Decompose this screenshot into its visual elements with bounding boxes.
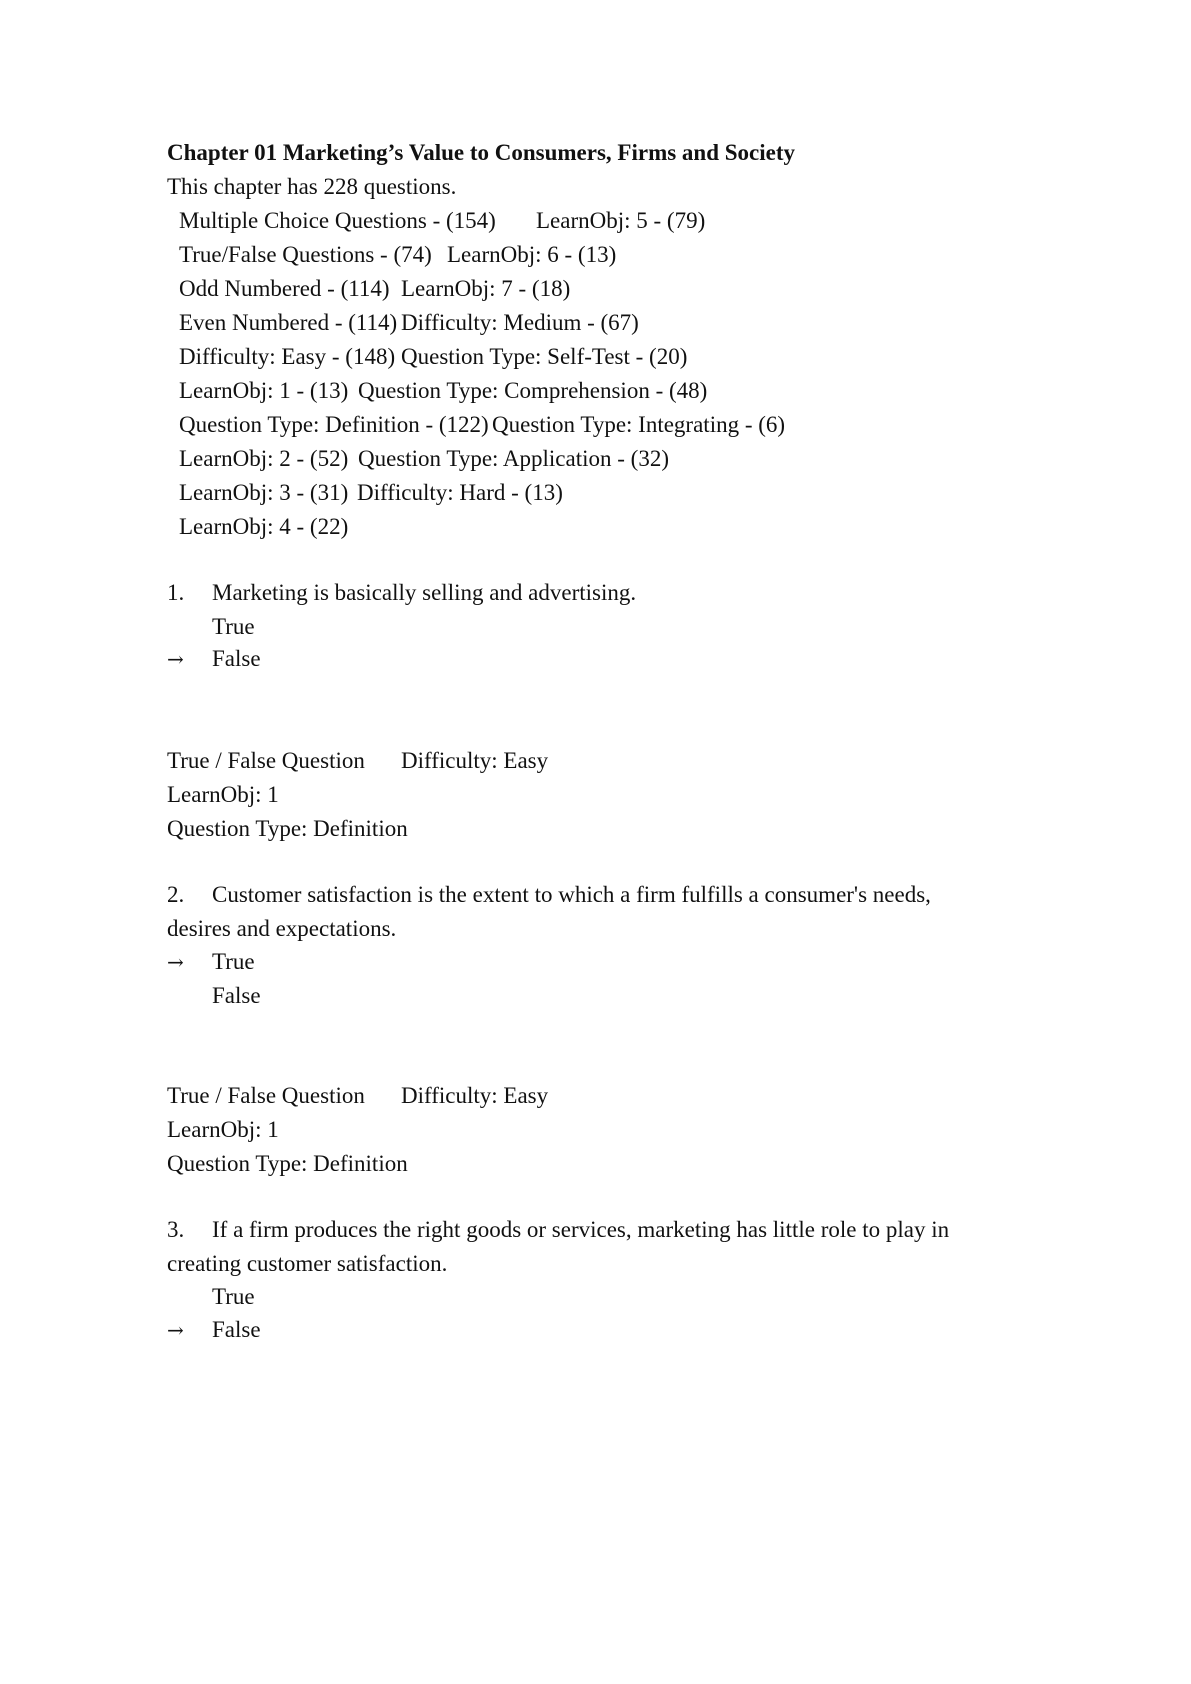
summary-item: LearnObj: 6 - (13) [447,242,617,267]
question-meta-qtype: Question Type: Definition [167,816,408,841]
question-meta-learnobj: LearnObj: 1 [167,782,279,807]
summary-item: Multiple Choice Questions - (154) [179,208,496,233]
summary-item: Question Type: Comprehension - (48) [358,378,708,403]
question-text-continued: creating customer satisfaction. [167,1251,448,1276]
question-meta-difficulty: Difficulty: Easy [401,1083,549,1108]
correct-answer-arrow-icon: → [167,950,184,974]
summary-item: LearnObj: 5 - (79) [536,208,706,233]
question-text: Marketing is basically selling and advertising. [212,580,637,605]
correct-answer-arrow-icon: → [167,647,184,671]
option-false: False [212,1317,261,1342]
summary-item: Odd Numbered - (114) [179,276,390,301]
summary-item: Difficulty: Hard - (13) [357,480,563,505]
summary-item: LearnObj: 7 - (18) [401,276,571,301]
summary-item: Even Numbered - (114) [179,310,398,335]
question-number: 3. [167,1217,185,1242]
chapter-title: Chapter 01 Marketing’s Value to Consumers, Firms and Society [167,140,796,165]
question-meta-difficulty: Difficulty: Easy [401,748,549,773]
question-text: Customer satisfaction is the extent to which a firm fulfills a consumer's needs, [212,882,931,907]
option-true: True [212,614,255,639]
summary-item: Question Type: Integrating - (6) [492,412,786,437]
summary-item: Difficulty: Easy - (148) [179,344,396,369]
question-meta-qtype: Question Type: Definition [167,1151,408,1176]
summary-item: LearnObj: 4 - (22) [179,514,349,539]
question-number: 1. [167,580,185,605]
summary-item: True/False Questions - (74) [179,242,432,267]
option-false: False [212,646,261,671]
summary-item: LearnObj: 3 - (31) [179,480,349,505]
summary-item: LearnObj: 2 - (52) [179,446,349,471]
option-true: True [212,1284,255,1309]
option-false: False [212,983,261,1008]
correct-answer-arrow-icon: → [167,1318,184,1342]
question-number: 2. [167,882,185,907]
summary-item: Difficulty: Medium - (67) [401,310,639,335]
option-true: True [212,949,255,974]
question-meta-type: True / False Question [167,1083,365,1108]
question-meta-type: True / False Question [167,748,365,773]
question-text-continued: desires and expectations. [167,916,397,941]
summary-item: Question Type: Application - (32) [358,446,669,471]
summary-item: LearnObj: 1 - (13) [179,378,349,403]
chapter-question-count: This chapter has 228 questions. [167,174,457,199]
question-text: If a firm produces the right goods or services, marketing has little role to play in [212,1217,950,1242]
summary-item: Question Type: Self-Test - (20) [401,344,688,369]
summary-item: Question Type: Definition - (122) [179,412,489,437]
question-meta-learnobj: LearnObj: 1 [167,1117,279,1142]
